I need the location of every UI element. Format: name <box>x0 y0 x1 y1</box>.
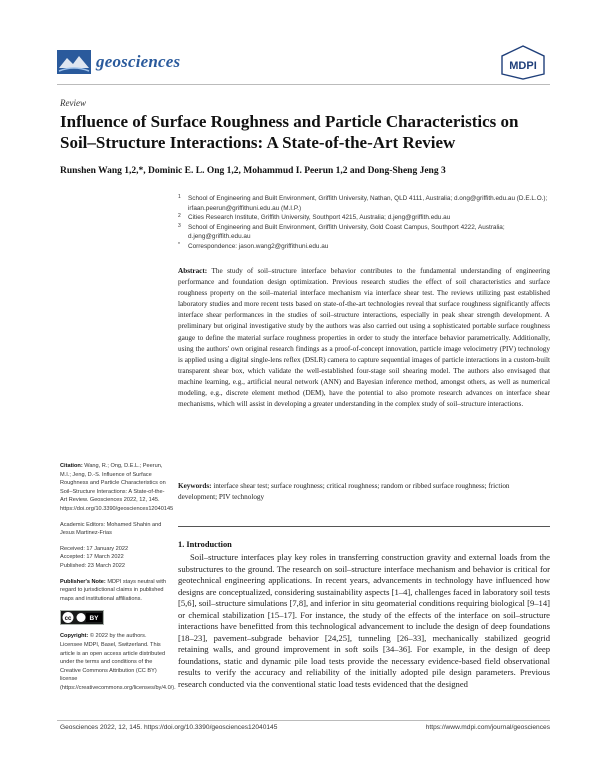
by-icon-label: BY <box>89 615 99 623</box>
affiliation-1: 1 School of Engineering and Built Environment, Griffith University, Nathan, QLD 4111, Australia; d.ong@griffith.edu.au (D.E.L.O.); irfaan.peerun@griffithuni.edu.au (M.I.P.) <box>178 194 548 212</box>
abstract-divider <box>178 526 550 527</box>
author-list: Runshen Wang 1,2,*, Dominic E. L. Ong 1,2, Mohammud I. Peerun 1,2 and Dong-Sheng Jeng 3 <box>60 166 446 176</box>
abstract-label: Abstract: <box>178 267 208 275</box>
journal-name[interactable]: geosciences <box>96 52 181 71</box>
affiliations <box>178 194 550 252</box>
affiliation-3: 3 School of Engineering and Built Environment, Griffith University, Gold Coast Campus, Southport 4222, Australia; d.jeng@griffith.edu.au <box>178 222 505 241</box>
affiliation-2: 2 Cities Research Institute, Griffith University, Southport 4215, Australia; d.jeng@griffith.edu.au <box>178 213 451 222</box>
abstract-text: The study of soil–structure interface behavior contributes to the fundamental understanding of engineering performance and foundation design optimization. Previous research studies the effect of soil characteristics and surface roughness property on the soil–material interface mechanism via interface shear test. The reviews utilizing past established laboratory studies and more recent tests based on state-of-the-art technologies reveal that surface roughness significantly affects interface shear performances in the studies of soil–structure interactions, especially in peak shear strength development. A preliminary but original investigative study by the authors was also carried out using a sophisticated portable surface roughness gauge to define the material surface roughness properties in order to study the interface behavior parametrically. Additionally, using the authors' own original research findings as a proof-of-concept innovation, particle image velocimetry (PIV) technology is applied using a digital single-lens reflex (DSLR) camera to capture sequential images of particle interactions in a custom-built transparent shear box, which validate the well-established four-stage soil shearing model. The authors also envisaged that machine learning, e.g., artificial neural network (ANN) and Bayesian inference method, amongst others, as well as numerical modeling, e.g., discrete element method (DEM), have the potential to also promote research advances on interface shear mechanisms, which will assist in developing a greater understanding in the complex study of soil–structure interactions. <box>178 267 551 409</box>
footer-citation[interactable]: Geosciences 2022, 12, 145. https://doi.org/10.3390/geosciences12040145 <box>60 724 278 731</box>
academic-editors: Academic Editors: Mohamed Shahin and Jesus Martinez-Frias <box>60 521 162 537</box>
footer-divider <box>57 720 550 721</box>
citation: Citation: Wang, R.; Ong, D.E.L.; Peerun, M.I.; Jeng, D.-S. Influence of Surface Roughness and Particle Characteristics on Soil–Structure Interactions: A State-of-the-Art Review. Geosciences 2022, 12, 145. https://doi.org/10.3390/geosciences12040145 <box>60 463 174 512</box>
correspondence[interactable]: * Correspondence: jason.wang2@griffithuni.edu.au <box>178 241 329 250</box>
keywords <box>178 481 550 503</box>
dates <box>60 545 168 571</box>
keywords-label: Keywords: <box>178 482 212 490</box>
publisher-note: Publisher's Note: MDPI stays neutral with regard to jurisdictional claims in published maps and institutional affiliations. <box>60 578 167 602</box>
introduction-text: Soil–structure interfaces play key roles in transferring construction gravity and external loads from the substructures to the ground. The research on soil–structure interface mechanism and behavior is critical for geotechnical engineering applications. In recent years, advancements in technology have influenced how designs are conceptualized, considering sustainability aspects [1–4], challenges faced in laboratory soil tests [5,6], soil–structure simulations [7,8], and inferior in situ geomaterial conditions requiring biological [9–14] or chemical stabilization [15–17]. For instance, the study of the effects of the interface on soil–structure interactions have benefitted from this technological advancement to include the design of deep foundations [18–23], pavement–subgrade behavior [24,25], tunneling [26–33], mechanically stabilized geogrid retaining walls, and ground improvement in soft soils [34–36]. For example, in the design of deep foundations, static and dynamic pile load tests provide the necessary evidence-based field observational results to verify the accuracy and reliability of the initially adopted pile design parameters. Previous research conducted via the conventional static load tests evidenced that the designed <box>178 552 550 689</box>
accepted-date: Accepted: 17 March 2022 <box>60 554 124 561</box>
abstract <box>178 266 550 410</box>
mdpi-logo[interactable] <box>498 44 548 80</box>
mdpi-logo-text: MDPI <box>509 60 537 72</box>
section-heading-introduction: 1. Introduction <box>178 540 232 549</box>
keywords-text: interface shear test; surface roughness; critical roughness; random or ribbed surface roughness; friction development; PIV technology <box>178 482 510 502</box>
received-date: Received: 17 January 2022 <box>60 545 129 552</box>
footer-journal-link[interactable]: https://www.mdpi.com/journal/geosciences <box>425 724 550 731</box>
article-type: Review <box>60 98 86 108</box>
copyright: Copyright: © 2022 by the authors. Licensee MDPI, Basel, Switzerland. This article is an open access article distributed under the terms and conditions of the Creative Commons Attribution (CC BY) license (https://creativecommons.org/licenses/by/4.0/). <box>60 633 176 691</box>
sidebar <box>60 462 176 699</box>
cc-by-license-icon[interactable] <box>60 610 104 625</box>
header-divider <box>57 84 550 85</box>
published-date: Published: 23 March 2022 <box>60 562 125 569</box>
journal-logo-icon <box>57 50 91 74</box>
article-title: Influence of Surface Roughness and Particle Characteristics on Soil–Structure Interactions: A State-of-the-Art Review <box>60 112 519 152</box>
cc-icon-label: cc <box>64 616 72 623</box>
